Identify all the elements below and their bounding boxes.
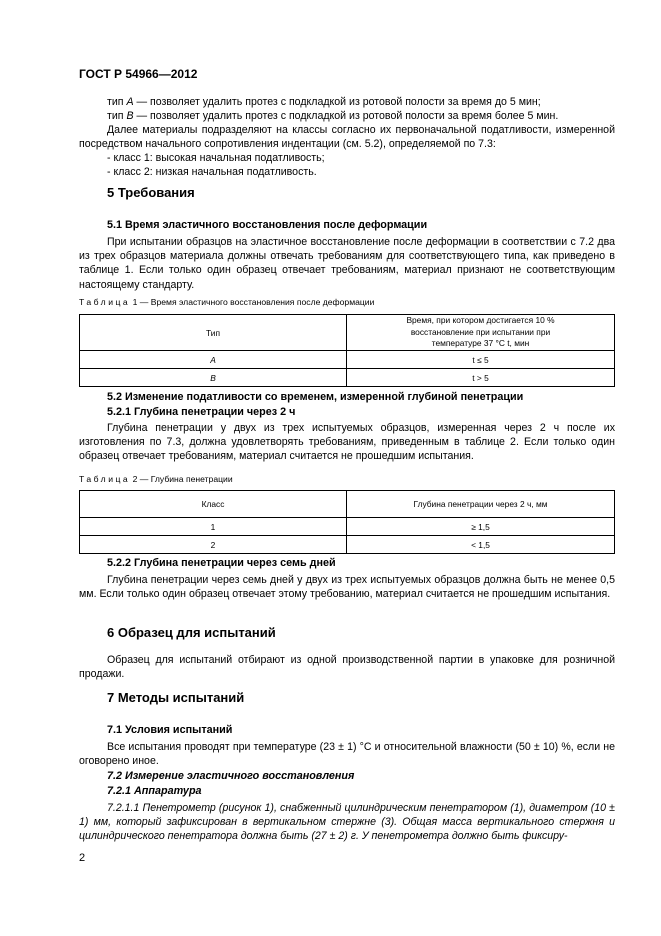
section-5-2-2-text: Глубина пенетрации через семь дней у двух из трех испытуемых образцов должна быть не менее 0,5 мм. Если только один образец отвечает этому требованию, материал считается не прошедшим испытания. — [79, 574, 615, 601]
table-1-cell-type: A — [80, 351, 347, 369]
section-5-2-title: 5.2 Изменение податливости со временем, измеренной глубиной пенетрации — [107, 391, 524, 403]
table-1-cell-type: B — [80, 369, 347, 387]
type-a-letter: A — [126, 96, 134, 108]
table-1-cell-time: t > 5 — [347, 369, 615, 387]
table-1-label: Таблица — [79, 297, 131, 307]
section-7-2-1-1-text: 7.2.1.1 Пенетрометр (рисунок 1), снабженный цилиндрическим пенетратором (1), диаметром (10 ± 1) мм, который зафиксирован в вертикальном стержне (3). Общая масса вертикального стержня и цилиндрического пенетратора должна быть (27 ± 2) г. У пенетрометра должно быть фиксиру- — [79, 802, 615, 843]
section-7-title: 7 Методы испытаний — [107, 690, 245, 705]
classes-paragraph: Далее материалы подразделяют на классы согласно их первоначальной податливости, измеренной посредством начального сопротивления индентации (см. 5.2), определяемой по 7.3: — [79, 124, 615, 151]
section-7-1-title: 7.1 Условия испытаний — [107, 724, 233, 736]
section-5-2-1-title: 5.2.1 Глубина пенетрации через 2 ч — [107, 406, 296, 418]
table-1-caption — [79, 297, 374, 307]
section-7-2-title: 7.2 Измерение эластичного восстановления — [107, 770, 355, 782]
class-1-item: - класс 1: высокая начальная податливость; — [107, 152, 325, 164]
table-row — [80, 518, 615, 536]
table-1-cell-time: t ≤ 5 — [347, 351, 615, 369]
document-header: ГОСТ Р 54966—2012 — [79, 67, 198, 81]
table-2-title: 2 — Глубина пенетрации — [130, 474, 233, 484]
type-b-letter: B — [126, 110, 134, 122]
table-2-head-class: Класс — [80, 491, 347, 518]
section-5-2-2-title: 5.2.2 Глубина пенетрации через семь дней — [107, 557, 336, 569]
table-row — [80, 536, 615, 554]
section-5-1-title: 5.1 Время эластичного восстановления после деформации — [107, 219, 428, 231]
table-2-head-depth: Глубина пенетрации через 2 ч, мм — [347, 491, 615, 518]
table-2-cell-class: 1 — [80, 518, 347, 536]
page-number: 2 — [79, 852, 86, 864]
table-2-cell-class: 2 — [80, 536, 347, 554]
table-2 — [79, 490, 615, 554]
type-a-line — [79, 95, 615, 109]
table-1 — [79, 314, 615, 387]
section-6-text: Образец для испытаний отбирают из одной производственной партии в упаковке для розничной продажи. — [79, 654, 615, 681]
table-row — [80, 369, 615, 387]
table-2-caption — [79, 474, 233, 484]
table-2-cell-depth: ≥ 1,5 — [347, 518, 615, 536]
table-1-head-time — [347, 315, 615, 351]
table-2-label: Таблица — [79, 474, 131, 484]
table-1-head-time-text: Время, при котором достигается 10 % восстановление при испытании при температуре 37 °С t, мин — [406, 315, 555, 349]
table-row — [80, 351, 615, 369]
table-1-header-row — [80, 315, 615, 351]
section-6-title: 6 Образец для испытаний — [107, 625, 276, 640]
table-1-head-type: Тип — [80, 315, 347, 351]
section-5-2-1-text: Глубина пенетрации у двух из трех испытуемых образцов, измеренная через 2 ч после их изготовления по 7.3, должна удовлетворять требованиям, приведенным в таблице 2. Если только один образец отвечает требованиям, материал считается не прошедшим испытания. — [79, 422, 615, 463]
type-a-prefix: тип — [107, 96, 127, 108]
section-5-1-text: При испытании образцов на эластичное восстановление после деформации в соответствии с 7.2 два из трех образцов материала должны отвечать требованиям для соответствующего типа, как приведено в таблице 1. Если только один образец отвечает требованиям, материал признают не соответствующим настоящему стандарту. — [79, 236, 615, 291]
section-7-1-text: Все испытания проводят при температуре (23 ± 1) °С и относительной влажности (50 ± 10) %, если не оговорено иное. — [79, 741, 615, 768]
class-2-item: - класс 2: низкая начальная податливость. — [107, 166, 317, 178]
type-b-prefix: тип — [107, 110, 127, 122]
section-5-title: 5 Требования — [107, 185, 195, 200]
table-2-header-row — [80, 491, 615, 518]
table-1-title: 1 — Время эластичного восстановления после деформации — [130, 297, 375, 307]
section-7-2-1-title: 7.2.1 Аппаратура — [107, 785, 202, 797]
type-b-text: — позволяет удалить протез с подкладкой из ротовой полости за время более 5 мин. — [133, 110, 559, 122]
type-b-line — [79, 109, 615, 123]
table-2-cell-depth: < 1,5 — [347, 536, 615, 554]
type-a-text: — позволяет удалить протез с подкладкой из ротовой полости за время до 5 мин; — [133, 96, 541, 108]
